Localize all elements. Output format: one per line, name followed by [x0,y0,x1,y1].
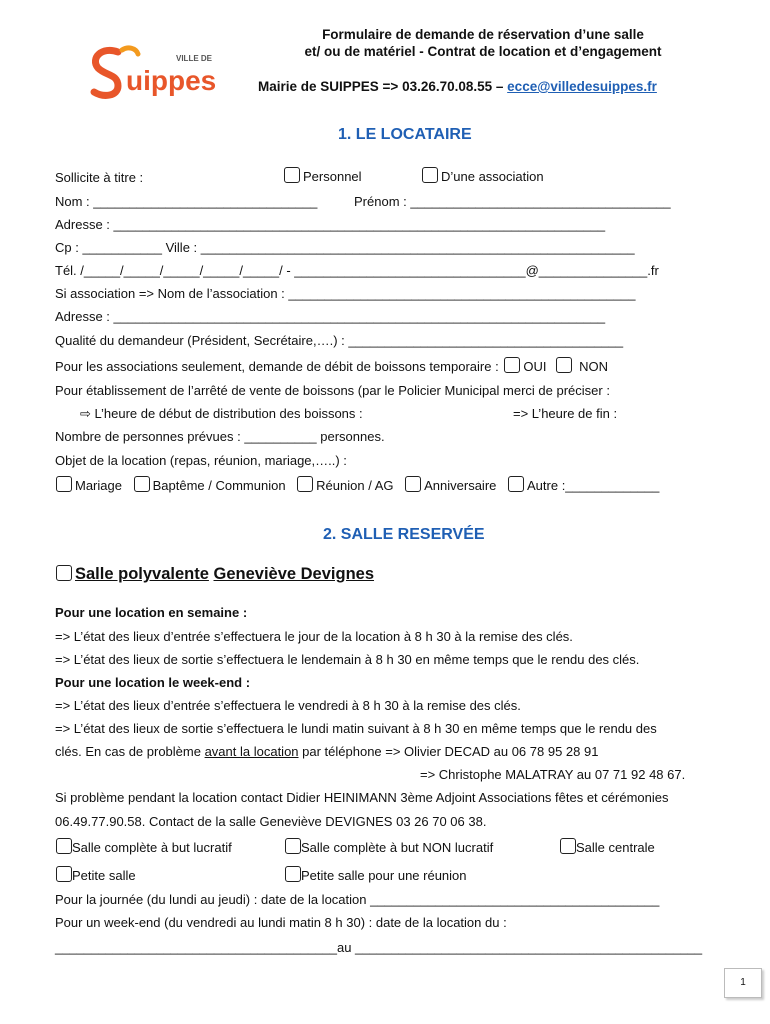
salle-centrale-option[interactable] [560,838,655,855]
weekend-line2: => L’état des lieux de sortie s’effectuera le lundi matin suivant à 8 h 30 en même temps que le rendu des [55,721,657,736]
boissons-label: Pour les associations seulement, demande de débit de boissons temporaire : [55,359,499,374]
semaine-line2: => L’état des lieux de sortie s’effectuera le lendemain à 8 h 30 en même temps que le rendu des clés. [55,652,640,667]
salle-polyvalente-checkbox[interactable] [56,565,72,581]
personnel-label: Personnel [303,169,362,184]
salle-centrale-checkbox[interactable] [560,838,576,854]
weekend-date-label: Pour un week-end (du vendredi au lundi matin 8 h 30) : date de la location du : [55,915,507,930]
petite-salle-label: Petite salle [72,868,136,883]
heure-debut-field[interactable]: ⇨ L’heure de début de distribution des boissons : [80,406,363,421]
mairie-contact [258,79,657,94]
salle-lucratif-option[interactable] [56,838,232,855]
petite-salle-option[interactable] [56,866,136,883]
section2-title: 2. SALLE RESERVÉE [323,526,485,543]
arrete-text: Pour établissement de l’arrêté de vente de boissons (par le Policier Municipal merci de préciser : [55,383,610,398]
weekend-date-field[interactable]: _______________________________________au ________________________________________________ [55,940,703,955]
objet-option-bapteme[interactable] [134,478,286,493]
nb-personnes-field[interactable]: Nombre de personnes prévues : __________ personnes. [55,429,385,444]
objet-option-autre[interactable] [508,478,659,493]
objet-option-mariage[interactable] [56,478,122,493]
semaine-title: Pour une location en semaine : [55,605,248,620]
association-option[interactable] [422,167,544,184]
autre-checkbox[interactable] [508,476,524,492]
prenom-field[interactable]: Prénom : ____________________________________ [354,194,671,209]
weekend-line1: => L’état des lieux d’entrée s’effectuera le vendredi à 8 h 30 à la remise des clés. [55,698,521,713]
association-checkbox[interactable] [422,167,438,183]
non-checkbox[interactable] [556,357,572,373]
salle-non-lucratif-label: Salle complète à but NON lucratif [301,840,494,855]
salle-lucratif-checkbox[interactable] [56,838,72,854]
objet-options [56,476,659,493]
reunion-label: Réunion / AG [316,478,394,493]
petite-salle-reunion-checkbox[interactable] [285,866,301,882]
tel-email-field[interactable]: Tél. /_____/_____/_____/_____/_____/ - ________________________________@_______________.fr [55,263,659,278]
olivier-contact: par téléphone => Olivier DECAD au 06 78 95 28 91 [298,744,599,759]
form-title-line1: Formulaire de demande de réservation d’une salle [322,27,644,42]
personnel-option[interactable] [284,167,362,184]
adresse-field[interactable]: Adresse : ____________________________________________________________________ [55,217,606,232]
journee-date-field[interactable]: Pour la journée (du lundi au jeudi) : date de la location ________________________________________ [55,892,660,907]
logo-name: uippes [126,65,217,96]
objet-label: Objet de la location (repas, réunion, mariage,…..) : [55,453,347,468]
sollicite-label: Sollicite à titre : [55,170,144,185]
personnel-checkbox[interactable] [284,167,300,183]
autre-label: Autre :_____________ [527,478,660,493]
salle-centrale-label: Salle centrale [576,840,655,855]
mariage-label: Mariage [75,478,122,493]
cles-text: clés. En cas de problème [55,744,205,759]
anniversaire-checkbox[interactable] [405,476,421,492]
salle-name: Geneviève Devignes [213,565,375,583]
cp-ville-field[interactable]: Cp : ___________ Ville : ____________________________________________________________ [55,240,635,255]
salle-polyvalente-option[interactable] [56,565,374,584]
page-number: 1 [724,968,762,998]
bapteme-label: Baptême / Communion [152,478,286,493]
boissons-row [55,357,608,374]
oui-checkbox[interactable] [504,357,520,373]
qualite-field[interactable]: Qualité du demandeur (Président, Secrétaire,….) : ______________________________________ [55,333,624,348]
mairie-phone: Mairie de SUIPPES => 03.26.70.08.55 – [258,79,508,94]
avant-location-text: avant la location [204,744,299,759]
christophe-contact: => Christophe MALATRAY au 07 71 92 48 67. [420,767,686,782]
objet-option-anniversaire[interactable] [405,478,496,493]
nom-field[interactable]: Nom : _______________________________ [55,194,318,209]
contact-line [55,744,598,759]
probleme-line1: Si problème pendant la location contact Didier HEINIMANN 3ème Adjoint Associations fêtes et cérémonies [55,790,669,805]
salle-non-lucratif-option[interactable] [285,838,493,855]
ville-de-suippes-logo [88,44,228,102]
petite-salle-checkbox[interactable] [56,866,72,882]
weekend-title: Pour une location le week-end : [55,675,251,690]
objet-option-reunion[interactable] [297,478,393,493]
mariage-checkbox[interactable] [56,476,72,492]
oui-label: OUI [523,359,547,374]
salle-non-lucratif-checkbox[interactable] [285,838,301,854]
probleme-line2: 06.49.77.90.58. Contact de la salle Geneviève DEVIGNES 03 26 70 06 38. [55,814,487,829]
reunion-checkbox[interactable] [297,476,313,492]
email-link[interactable]: ecce@villedesuippes.fr [507,79,657,94]
association-label: D’une association [441,169,544,184]
salle-lucratif-label: Salle complète à but lucratif [72,840,232,855]
section1-title: 1. LE LOCATAIRE [338,126,472,143]
adresse2-field[interactable]: Adresse : ____________________________________________________________________ [55,309,606,324]
logo-ville-de: VILLE DE [176,54,213,63]
salle-prefix: Salle polyvalente [75,565,209,583]
anniversaire-label: Anniversaire [424,478,497,493]
petite-salle-reunion-option[interactable] [285,866,467,883]
petite-salle-reunion-label: Petite salle pour une réunion [301,868,467,883]
association-name-field[interactable]: Si association => Nom de l’association : ________________________________________________ [55,286,636,301]
non-label: NON [579,359,608,374]
bapteme-checkbox[interactable] [134,476,150,492]
heure-fin-field[interactable]: => L’heure de fin : [513,406,618,421]
form-title-line2: et/ ou de matériel - Contrat de location et d’engagement [304,44,662,59]
semaine-line1: => L’état des lieux d’entrée s’effectuera le jour de la location à 8 h 30 à la remise des clés. [55,629,573,644]
